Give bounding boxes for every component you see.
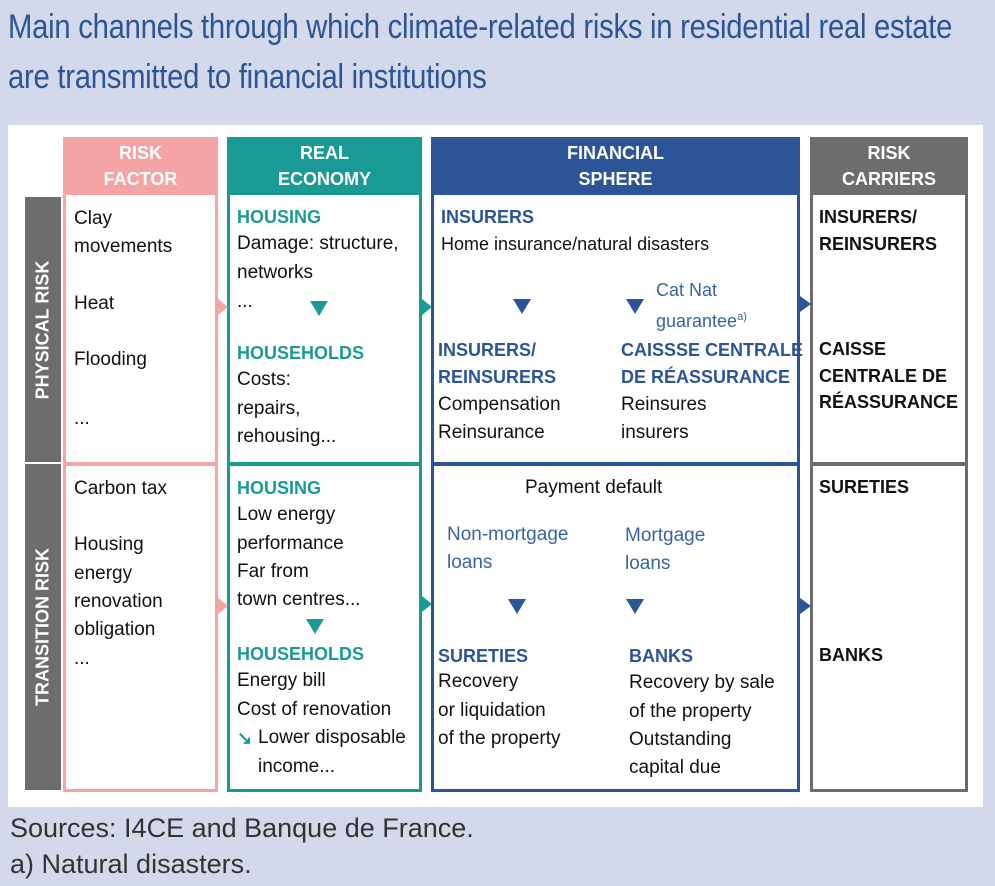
- transition-left-line3: of the property: [438, 728, 561, 749]
- page-title: [8, 2, 953, 102]
- transition-right-label: BANKS: [629, 646, 694, 666]
- physical-factor-heat: Heat: [74, 293, 115, 314]
- row-label-physical-risk: [25, 197, 61, 462]
- catnat-guarantee-text: guarantee: [656, 311, 738, 331]
- transition-left-line2: or liquidation: [438, 700, 546, 721]
- transition-disposable-line2: income...: [258, 756, 336, 777]
- header-risk-carriers-line2: CARRIERS: [841, 169, 936, 189]
- transition-left-line1: Recovery: [438, 671, 519, 692]
- physical-financial-down-arrow-left: [513, 299, 531, 314]
- physical-carrier-bottom-2: CENTRALE DE: [819, 366, 948, 386]
- transition-carriers-box: [810, 463, 968, 792]
- physical-right-label-1: CAISSSE CENTRALE: [621, 340, 804, 360]
- non-mortgage-line2: loans: [447, 552, 493, 573]
- physical-left-line2: Reinsurance: [438, 422, 545, 443]
- transition-right-line3: Outstanding: [629, 729, 732, 750]
- transition-factor-housing: Housing: [74, 534, 144, 555]
- physical-right-line2: insurers: [621, 422, 689, 443]
- physical-housing-label: HOUSING: [237, 207, 322, 227]
- physical-factor-movements: movements: [74, 236, 173, 257]
- transition-factor-energy: energy: [74, 563, 133, 584]
- transition-households-line1: Energy bill: [237, 670, 326, 691]
- header-real-economy: [227, 137, 422, 195]
- transition-factor-renovation: renovation: [74, 591, 163, 612]
- transition-housing-line3: Far from: [237, 561, 309, 582]
- header-risk-factor: [63, 137, 218, 195]
- physical-housing-line2: networks: [237, 262, 314, 283]
- physical-factor-clay: Clay: [74, 208, 113, 229]
- header-real-economy-line1: REAL: [300, 143, 349, 163]
- transition-disposable-line1: Lower disposable: [258, 727, 406, 748]
- physical-insurers-line: Home insurance/natural disasters: [441, 234, 710, 254]
- arrow-physical-economy-to-financial: [422, 299, 432, 315]
- physical-households-line1: Costs:: [237, 369, 291, 390]
- transition-households-line2: Cost of renovation: [237, 699, 392, 720]
- title-line-1: Main channels through which climate-related risks in residential real estate: [8, 8, 953, 46]
- mortgage-line1: Mortgage: [625, 525, 706, 546]
- row-label-physical-text: PHYSICAL RISK: [32, 260, 53, 399]
- physical-carrier-bottom-1: CAISSE: [819, 339, 887, 359]
- payment-default-label: Payment default: [525, 477, 663, 498]
- physical-left-line1: Compensation: [438, 394, 561, 415]
- physical-right-label-2: DE RÉASSURANCE: [621, 367, 791, 387]
- transition-financial-down-arrow-right: [626, 599, 644, 614]
- physical-factor-more: ...: [74, 408, 90, 429]
- header-risk-factor-line2: FACTOR: [103, 169, 178, 189]
- physical-right-line1: Reinsures: [621, 394, 707, 415]
- transition-factor-more: ...: [74, 648, 90, 669]
- transition-right-line4: capital due: [629, 757, 721, 778]
- transition-housing-line1: Low energy: [237, 504, 336, 525]
- physical-economy-down-arrow: [310, 301, 328, 316]
- header-risk-factor-line1: RISK: [118, 143, 162, 163]
- catnat-line1: Cat Nat: [656, 280, 718, 300]
- physical-carrier-top-1: INSURERS/: [819, 207, 918, 227]
- physical-housing-line3: ...: [237, 291, 253, 312]
- header-risk-carriers-line1: RISK: [867, 143, 911, 163]
- non-mortgage-line1: Non-mortgage: [447, 524, 569, 545]
- transition-right-line1: Recovery by sale: [629, 672, 775, 693]
- physical-left-label-1: INSURERS/: [438, 340, 537, 360]
- catnat-line2: [656, 303, 747, 335]
- transition-carrier-bottom: BANKS: [819, 645, 884, 665]
- arrow-transition-financial-to-carriers: [800, 598, 811, 614]
- physical-carrier-bottom-3: RÉASSURANCE: [819, 392, 959, 412]
- transition-factor-obligation: obligation: [74, 619, 156, 640]
- footer-sources: Sources: I4CE and Banque de France.: [10, 813, 474, 843]
- physical-left-label-2: REINSURERS: [438, 367, 557, 387]
- transition-financial-down-arrow-left: [508, 599, 526, 614]
- transition-households-label: HOUSEHOLDS: [237, 644, 365, 664]
- decrease-arrow-icon: ↘: [237, 728, 253, 748]
- header-financial-sphere: [431, 137, 800, 195]
- transition-housing-line4: town centres...: [237, 589, 361, 610]
- physical-insurers-label: INSURERS: [441, 207, 535, 227]
- physical-carrier-top-2: REINSURERS: [819, 234, 938, 254]
- physical-households-label: HOUSEHOLDS: [237, 343, 365, 363]
- transition-carrier-top: SURETIES: [819, 477, 910, 497]
- row-label-transition-text: TRANSITION RISK: [32, 547, 53, 707]
- header-risk-carriers: [810, 137, 968, 195]
- transition-right-line2: of the property: [629, 701, 752, 722]
- arrow-physical-riskfactor-to-economy: [218, 299, 228, 315]
- transition-factor-carbon-tax: Carbon tax: [74, 478, 167, 499]
- title-line-2: are transmitted to financial institutions: [8, 58, 487, 96]
- physical-factor-flooding: Flooding: [74, 349, 147, 370]
- transition-left-label: SURETIES: [438, 646, 529, 666]
- physical-housing-line1: Damage: structure,: [237, 233, 399, 254]
- transition-economy-down-arrow: [306, 619, 324, 634]
- physical-financial-down-arrow-right: [626, 299, 644, 314]
- physical-households-line2: repairs,: [237, 398, 301, 419]
- header-financial-sphere-line1: FINANCIAL: [567, 143, 664, 163]
- arrow-physical-financial-to-carriers: [800, 296, 811, 312]
- catnat-footnote-marker: a): [737, 311, 747, 323]
- arrow-transition-economy-to-financial: [422, 596, 432, 612]
- transition-housing-label: HOUSING: [237, 478, 322, 498]
- row-label-transition-risk: [25, 464, 61, 790]
- arrow-transition-riskfactor-to-economy: [218, 598, 228, 614]
- transition-housing-line2: performance: [237, 533, 344, 554]
- footer-note: a) Natural disasters.: [10, 849, 252, 879]
- physical-households-line3: rehousing...: [237, 426, 337, 447]
- header-real-economy-line2: ECONOMY: [277, 169, 371, 189]
- mortgage-line2: loans: [625, 553, 671, 574]
- header-financial-sphere-line2: SPHERE: [578, 169, 653, 189]
